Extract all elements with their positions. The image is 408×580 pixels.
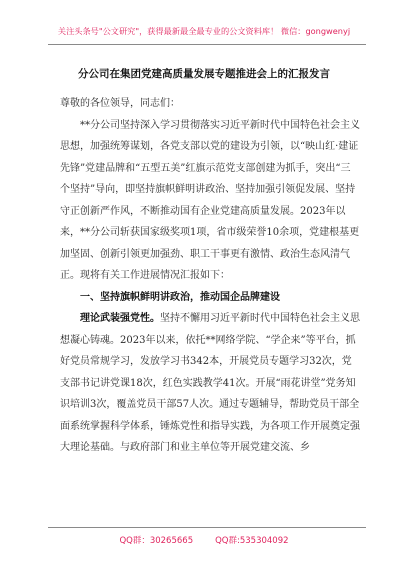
theory-paragraph-text: 坚持不懈用习近平新时代中国特色社会主义思想凝心铸魂。2023年以来，依托**网络学院、“学企来”等平台，抓好党员常规学习，发放学习书342本，开展党员专题学习32次，党支部书记讲党课18次，红色实践教学41次。开展“雨花讲堂”党务知识培训3次，覆盖党员干部57人次。通过专题辅导，帮助党员干部全面系统掌握科学体系，锤炼党性和指导实践，为各项工作开展奠定强大理论基础。与政府部门和业主单位等开展党建交流、乡: [60, 313, 360, 453]
footer-contacts: [0, 534, 408, 546]
header-divider: [48, 44, 366, 45]
footer-divider: [48, 527, 366, 528]
salutation: 尊敬的各位领导，同志们：: [60, 98, 180, 109]
theory-paragraph: [60, 308, 360, 459]
intro-paragraph: **分公司坚持深入学习贯彻落实习近平新时代中国特色社会主义思想，加强统筹谋划，各党支部以党的建设为引领，以“映山红·建证先锋”党建品牌和“五型五美”红旗示范党支部创建为抓手，突出“三个坚持”导向，即坚持旗帜鲜明讲政治、坚持加强引领促发展、坚持守正创新严作风，不断推动国有企业党建高质量发展。2023年以来，**分公司斩获国家级奖项1项，省市级荣誉10余项，党建根基更加坚固、创新引领更加强劲、职工干事更有激情、政治生态风清气正。现将有关工作进展情况汇报如下：: [60, 119, 360, 281]
lead-phrase: 理论武装强党性。: [80, 313, 160, 324]
section-heading: 一、坚持旗帜鲜明讲政治，推动国企品牌建设: [80, 291, 280, 303]
qq-group-2: QQ群:535304092: [215, 536, 289, 546]
document-body: [60, 93, 360, 459]
qq-group-1: QQ群：30265665: [119, 536, 194, 546]
promo-banner: 关注头条号"公文研究"，获得最新最全最专业的公文资料库！ 微信：gongwenyj: [57, 26, 351, 36]
document-title: 分公司在集团党建高质量发展专题推进会上的汇报发言: [78, 68, 330, 80]
